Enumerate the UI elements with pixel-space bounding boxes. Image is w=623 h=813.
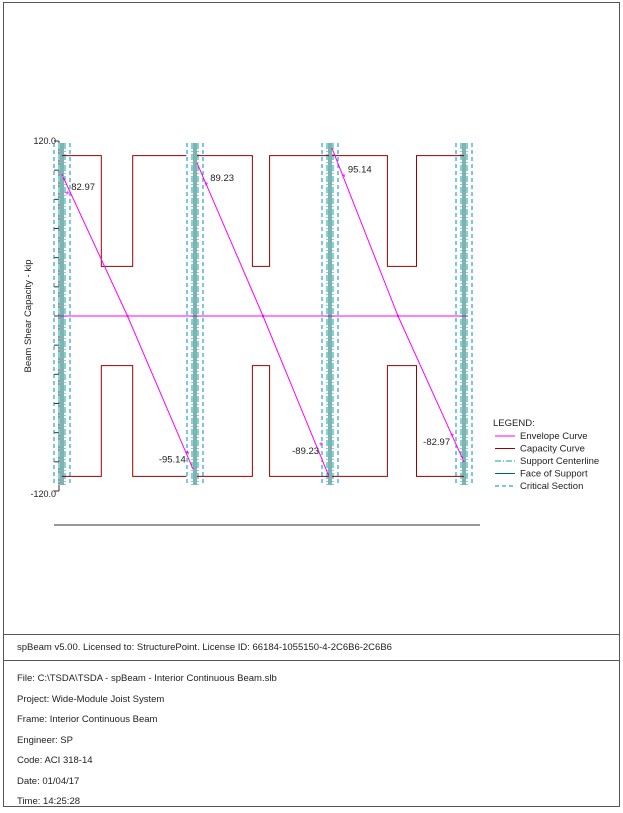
license-line: spBeam v5.00. Licensed to: StructurePoint. License ID: 66184-1055150-4-2C6B6-2C6B6 <box>4 634 619 661</box>
file-line: File: C:\TSDA\TSDA - spBeam - Interior Continuous Beam.slb <box>17 673 277 684</box>
critical-value-label: 82.97 <box>71 182 96 194</box>
envelope-curve <box>197 163 329 477</box>
critical-value-marker: * <box>204 180 209 192</box>
critical-value-marker: * <box>450 431 455 443</box>
report-page <box>3 2 620 807</box>
zero-crossing-marker <box>126 315 128 317</box>
critical-value-marker: * <box>65 190 70 202</box>
envelope-curve <box>332 148 464 462</box>
legend-title: LEGEND: <box>493 418 535 429</box>
capacity-curve-bottom <box>197 366 329 477</box>
legend-group <box>493 418 599 492</box>
report-info <box>17 669 277 807</box>
envelope-curve <box>62 175 193 470</box>
annotations-group <box>65 164 454 465</box>
envelope-group <box>62 148 464 476</box>
critical-value-marker: * <box>341 172 346 184</box>
zero-crossing-marker <box>262 315 264 317</box>
critical-value-label: -89.23 <box>292 446 320 458</box>
axes-group <box>23 136 480 525</box>
project-line: Project: Wide-Module Joist System <box>17 693 165 705</box>
critical-value-marker: * <box>319 441 324 453</box>
zero-crossing-marker <box>397 315 399 317</box>
time-line: Time: 14:25:28 <box>17 796 81 807</box>
critical-value-label: 89.23 <box>210 172 235 184</box>
legend-item-label: Critical Section <box>520 481 584 492</box>
y-tick-label: 120.0 <box>33 136 56 146</box>
legend-item-label: Envelope Curve <box>520 431 588 442</box>
critical-value-label: 95.14 <box>347 164 372 176</box>
chart-canvas <box>4 3 620 633</box>
capacity-curve-bottom <box>332 366 464 477</box>
critical-value-label: -95.14 <box>158 454 186 466</box>
supports-group <box>54 143 472 485</box>
critical-value-marker: * <box>185 449 190 461</box>
y-tick-label: -120.0 <box>30 489 56 499</box>
capacity-curve-top <box>62 156 186 267</box>
frame-line: Frame: Interior Continuous Beam <box>17 714 158 725</box>
code-line: Code: ACI 318-14 <box>17 755 93 766</box>
date-line: Date: 01/04/17 <box>17 775 80 787</box>
legend-item-label: Support Centerline <box>520 456 600 467</box>
engineer-line: Engineer: SP <box>17 734 73 746</box>
critical-value-label: -82.97 <box>423 436 451 448</box>
y-axis-label: Beam Shear Capacity - kip <box>23 259 34 373</box>
legend-item-label: Face of Support <box>520 468 588 480</box>
shear-capacity-chart <box>4 3 620 633</box>
legend-item-label: Capacity Curve <box>520 443 585 455</box>
